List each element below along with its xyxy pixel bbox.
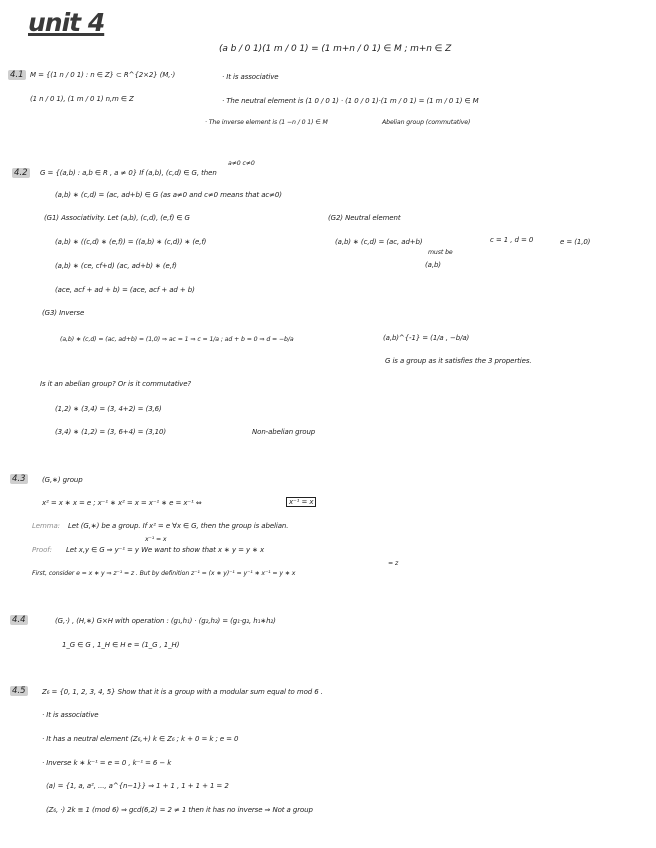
assoc-line-3: (ace, acf + ad + b) = (ace, acf + ad + b) [55, 286, 195, 294]
associative-note: · It is associative [222, 73, 279, 81]
set-g-definition: G = {(a,b) : a,b ∈ R , a ≠ 0} If (a,b), (c,d) ∈ G, then [40, 169, 217, 177]
proof-superscript: x⁻¹ = x [145, 536, 167, 543]
neutral-result: e = (1,0) [560, 238, 591, 246]
z6-mult-conclusion: (Z₆, ·) 2k ≡ 1 (mod 6) ⇒ gcd(6,2) = 2 ≠ 1 then it has no inverse ⇒ Not a group [46, 806, 313, 814]
nonzero-superscript: a≠0 c≠0 [228, 160, 255, 167]
neutral-line-2: (a,b) [425, 261, 441, 269]
assoc-line-2: (a,b) ∗ (ce, cf+d) (ac, ad+b) ∗ (e,f) [55, 262, 177, 270]
first-superscript: = z [388, 560, 399, 567]
section-label-4-4: 4.4 [12, 615, 26, 625]
g3-inverse: (G3) Inverse [42, 309, 85, 317]
section-label-4-2: 4.2 [14, 168, 28, 178]
g2-neutral: (G2) Neutral element [328, 214, 401, 222]
neutral-conditions: c = 1 , d = 0 [490, 236, 534, 244]
first-consider: First, consider e = x ∗ y ⇒ z⁻¹ = z . But by definition z⁻¹ = (x ∗ y)⁻¹ = y⁻¹ ∗ x⁻¹ = y ∗ x [32, 570, 296, 577]
example-2: (3,4) ∗ (1,2) = (3, 6+4) = (3,10) [55, 428, 167, 436]
lemma-tag: Lemma: [32, 522, 60, 530]
z6-assoc: · It is associative [42, 711, 99, 719]
assoc-line-1: (a,b) ∗ ((c,d) ∗ (e,f)) = ((a,b) ∗ (c,d)) ∗ (e,f) [55, 238, 207, 246]
product-group-def: (G,·) , (H,∗) G×H with operation : (g₁,h₁) · (g₂,h₂) = (g₁·g₂, h₁∗h₂) [55, 617, 276, 625]
set-m-definition: M = {(1 n / 0 1) : n ∈ Z} ⊂ R^{2×2} (M,·) [30, 71, 176, 79]
operation-definition: (a,b) ∗ (c,d) = (ac, ad+b) ∈ G (as a≠0 and c≠0 means that ac≠0) [55, 191, 282, 199]
lemma-text: Let (G,∗) be a group. If x² = e ∀x ∈ G, then the group is abelian. [68, 522, 289, 530]
boxed-result: x⁻¹ = x [286, 497, 316, 507]
inverse-derivation: (a,b) ∗ (c,d) = (ac, ad+b) = (1,0) ⇒ ac = 1 ⇒ c = 1/a ; ad + b = 0 ⇒ d = −b/a [60, 336, 294, 343]
neutral-element-note: · The neutral element is (1 0 / 0 1) · (1 0 / 0 1)·(1 m / 0 1) = (1 m / 0 1) ∈ M [222, 97, 479, 105]
neutral-line-1: (a,b) ∗ (c,d) = (ac, ad+b) [335, 238, 423, 246]
inverse-element-note: · The inverse element is (1 −n / 0 1) ∈ M [205, 119, 328, 126]
z6-head: Z₆ = {0, 1, 2, 3, 4, 5} Show that it is a group with a modular sum equal to mod 6 . [42, 688, 323, 696]
z6-neutral: · It has a neutral element (Z₆,+) k ∈ Z₆ ; k + 0 = k ; e = 0 [42, 735, 239, 743]
group-head: (G,∗) group [42, 476, 83, 484]
square-identity: x² = x ∗ x = e ; x⁻¹ ∗ x² = x = x⁻¹ ∗ e = x⁻¹ ⇔ [42, 499, 202, 507]
matrix-product-formula: (a b / 0 1)(1 m / 0 1) = (1 m+n / 0 1) ∈ M ; m+n ∈ Z [219, 44, 452, 54]
cyclic-group: ⟨a⟩ = {1, a, a², ..., a^{n−1}} ⇒ 1 + 1 , 1 + 1 + 1 = 2 [46, 782, 229, 790]
neutral-must-be: must be [428, 249, 453, 256]
section-label-4-1: 4.1 [10, 70, 24, 80]
proof-text: Let x,y ∈ G ⇒ y⁻¹ = y We want to show that x ∗ y = y ∗ x [66, 546, 265, 554]
product-neutral: 1_G ∈ G , 1_H ∈ H e = (1_G , 1_H) [62, 641, 180, 649]
matrix-elements: (1 n / 0 1), (1 m / 0 1) n,m ∈ Z [30, 95, 134, 103]
page-title: unit 4 [28, 8, 105, 37]
example-1: (1,2) ∗ (3,4) = (3, 4+2) = (3,6) [55, 405, 162, 413]
abelian-question: Is it an abelian group? Or is it commutative? [40, 380, 192, 388]
section-label-4-5: 4.5 [12, 686, 26, 696]
abelian-note: Abelian group (commutative) [382, 119, 471, 126]
g1-associativity: (G1) Associativity. Let (a,b), (c,d), (e,f) ∈ G [44, 214, 190, 222]
group-conclusion: G is a group as it satisfies the 3 properties. [385, 357, 532, 365]
section-label-4-3: 4.3 [12, 474, 26, 484]
non-abelian-note: Non-abelian group [252, 428, 316, 436]
z6-inverse: · Inverse k ∗ k⁻¹ = e = 0 , k⁻¹ = 6 − k [42, 759, 172, 767]
proof-tag: Proof: [32, 546, 52, 554]
inverse-result: (a,b)^{-1} = (1/a , −b/a) [383, 334, 470, 342]
